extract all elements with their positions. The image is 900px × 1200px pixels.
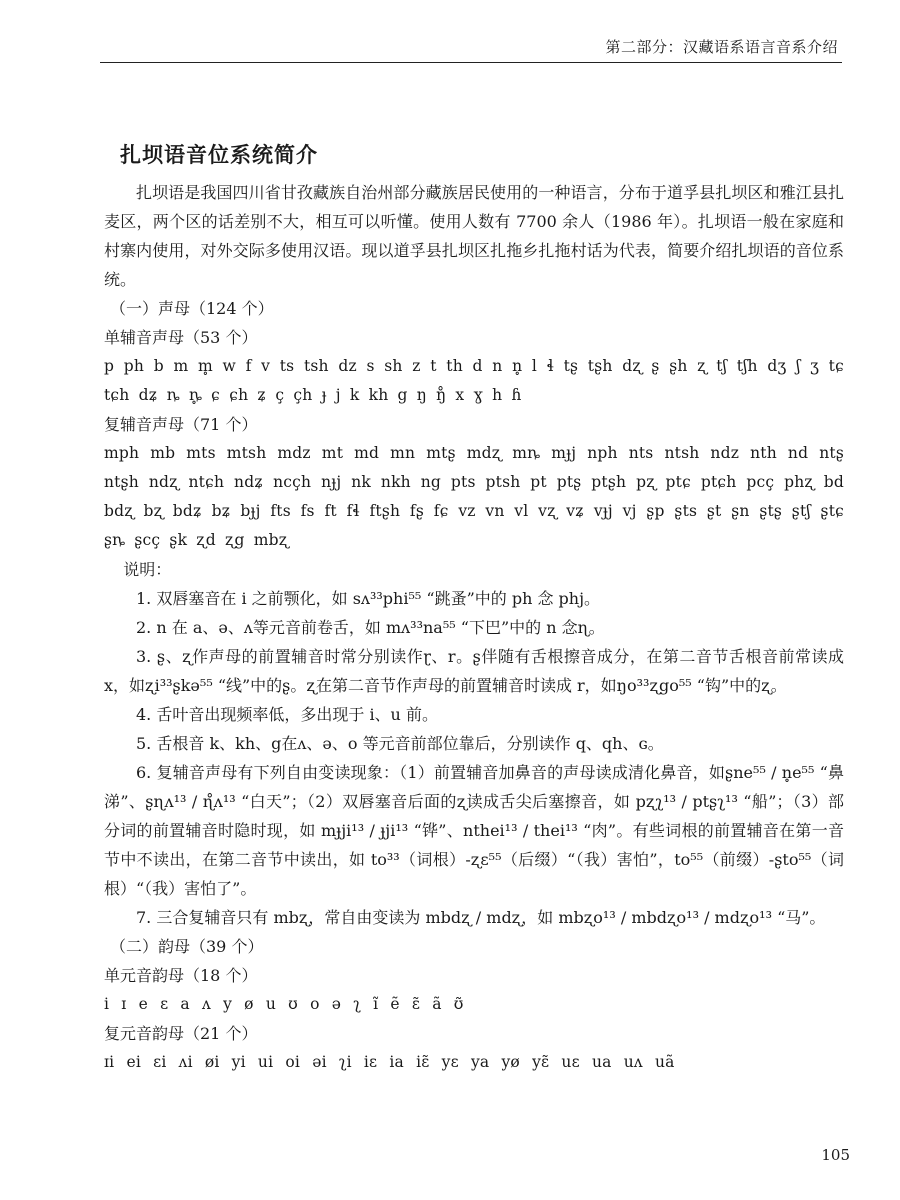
running-header: 第二部分：汉藏语系语言音系介绍 [605, 38, 838, 56]
monophthong-list: i ɪ e ɛ a ʌ y ø u ʊ o ə ʅ ĩ ẽ ɛ̃ ã ʊ̃ [104, 995, 464, 1013]
note-item: 6. 复辅音声母有下列自由变读现象：（1）前置辅音加鼻音的声母读成清化鼻音，如ʂne⁵⁵ / n̥e⁵⁵ “鼻涕”、ʂɳʌ¹³ / ɳ̊ʌ¹³ “白天”；（2）双唇塞音后面的ʐ读成舌尖后塞擦音，如 pʐʅ¹³ / ptʂʅ¹³ “船”；（3）部分词的前置辅音时隐时现，如 mɟji¹³ / ɟji¹³ “铧”、nthei¹³ / thei¹³ “肉”。有些词根的前置辅音在第一音节中不读出，在第二音节中读出，如 to³³（词根）-ʐɛ⁵⁵（后缀）“（我）害怕”，to⁵⁵（前缀）-ʂto⁵⁵（词根）“（我）害怕了”。 [104, 763, 844, 898]
diphthong-list: ɪi ei ɛi ʌi øi yi ui oi əi ʅi iɛ ia iɛ̃ yɛ ya yø yɛ̃ uɛ ua uʌ uã [104, 1053, 675, 1071]
single-consonant-list: p ph b m m̥ w f v ts tsh dz s sh z t th d n n̥ l ɬ tʂ tʂh dʐ ʂ ʂh ʐ tʃ tʃh dʒ ʃ ʒ tɕ tɕh dʑ ȵ ȵ̥ ɕ ɕh ʑ ç çh ɟ j k kh g ŋ ŋ̊ x ɣ h ɦ [104, 357, 844, 404]
page-number: 105 [821, 1146, 850, 1164]
article-title: 扎坝语音位系统简介 [120, 143, 318, 167]
subheading-cluster-consonants: 复辅音声母（71 个） [104, 415, 258, 434]
cluster-consonant-list: mph mb mts mtsh mdz mt md mn mtʂ mdʐ mȵ mɟj nph nts ntsh ndz nth nd ntʂ ntʂh ndʐ ntɕh ndʑ ncçh nɟj nk nkh ng pts ptsh pt ptʂ ptʂh pʐ ptɕ ptɕh pcç phʐ bd bdʐ bʐ bdʑ bʑ bɟj fts fs ft fɬ ftʂh fʂ fɕ vz vn vl vʐ vʑ vɟj vj ʂp ʂts ʂt ʂn ʂtʂ ʂtʃ ʂtɕ ʂȵ ʂcç ʂk ʐd ʐg mbʐ [104, 444, 844, 549]
subheading-diphthongs: 复元音韵母（21 个） [104, 1024, 258, 1043]
section-heading-initials: （一）声母（124 个） [110, 299, 274, 318]
note-item: 1. 双唇塞音在 i 之前颚化，如 sʌ³³phi⁵⁵ “跳蚤”中的 ph 念 phj。 [136, 589, 601, 608]
note-item: 4. 舌叶音出现频率低，多出现于 i、u 前。 [136, 705, 438, 724]
note-item: 5. 舌根音 k、kh、g在ʌ、ə、o 等元音前部位靠后，分别读作 q、qh、ɢ。 [136, 734, 664, 753]
intro-paragraph: 扎坝语是我国四川省甘孜藏族自治州部分藏族居民使用的一种语言，分布于道孚县扎坝区和雅江县扎麦区，两个区的话差别不大，相互可以听懂。使用人数有 7700 余人（1986 年）。扎坝语一般在家庭和村寨内使用，对外交际多使用汉语。现以道孚县扎坝区扎拖乡扎拖村话为代表，简要介绍扎坝语的音位系统。 [104, 183, 844, 289]
note-item: 3. ʂ、ʐ作声母的前置辅音时常分别读作ɽ、r。ʂ伴随有舌根擦音成分，在第二音节舌根音前常读成 x，如ʐi³³ʂkə⁵⁵ “线”中的ʂ。ʐ在第二音节作声母的前置辅音时读成 r，如ŋo³³ʐgo⁵⁵ “钩”中的ʐ。 [104, 647, 844, 695]
subheading-monophthongs: 单元音韵母（18 个） [104, 966, 258, 985]
note-item: 2. n 在 a、ə、ʌ等元音前卷舌，如 mʌ³³na⁵⁵ “下巴”中的 n 念ɳ。 [136, 618, 605, 637]
article-body [104, 178, 844, 1077]
notes-label: 说明： [123, 560, 172, 579]
subheading-single-consonants: 单辅音声母（53 个） [104, 328, 258, 347]
note-item: 7. 三合复辅音只有 mbʐ，常自由变读为 mbdʐ / mdʐ，如 mbʐo¹³ / mbdʐo¹³ / mdʐo¹³ “马”。 [136, 908, 826, 927]
section-heading-finals: （二）韵母（39 个） [110, 937, 264, 956]
header-rule [100, 62, 842, 63]
